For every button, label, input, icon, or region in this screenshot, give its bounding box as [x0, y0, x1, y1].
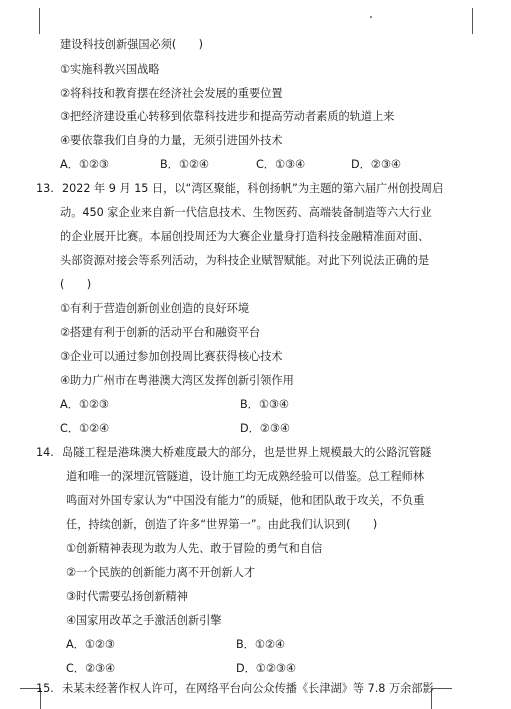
q14-option-d: D．①②③④ [236, 662, 296, 675]
q14-stem-line-3: 鸣面对外国专家认为“中国没有能力”的质疑，他和团队敢于攻关，不负重 [66, 494, 425, 507]
q14-stem-line-4: 任，持续创新，创造了许多“世界第一”。由此我们认识到( ) [66, 518, 378, 531]
q12-option-c: C．①③④ [256, 158, 306, 171]
q14-item-3: ③时代需要弘扬创新精神 [66, 590, 188, 603]
q14-option-a: A．①②③ [66, 638, 115, 651]
crop-mark-bottom-right [431, 688, 452, 709]
q13-item-1: ①有利于营造创新创业创造的良好环境 [60, 302, 250, 315]
q13-option-c: C．①②④ [60, 422, 110, 435]
q12-stem-end: 建设科技创新强国必须( ) [60, 38, 203, 51]
q14-number: 14. [36, 446, 54, 459]
q12-option-d: D．②③④ [351, 158, 401, 171]
q15-number: 15. [36, 682, 54, 695]
q12-item-2: ②将科技和教育摆在经济社会发展的重要位置 [60, 87, 283, 100]
q14-stem-line-1: 岛隧工程是港珠澳大桥难度最大的部分，也是世界上规模最大的公路沉管隧 [62, 446, 432, 459]
crop-mark-top-right [472, 8, 474, 34]
q12-item-3: ③把经济建设重心转移到依靠科技进步和提高劳动者素质的轨道上来 [60, 110, 395, 123]
q12-item-1: ①实施科教兴国战略 [60, 63, 160, 76]
q13-stem-line-4: 头部资源对接会等系列活动，为科技企业赋智赋能。对此下列说法正确的是 [60, 254, 430, 267]
q13-number: 13. [36, 182, 54, 195]
q14-option-c: C．②③④ [66, 662, 116, 675]
q15-stem-line-1: 未某未经著作权人许可，在网络平台向公众传播《长津湖》等 7.8 万余部影 [62, 682, 434, 695]
q13-stem-line-1: 2022 年 9 月 15 日，以“湾区聚能，科创扬帆”为主题的第六届广州创投周启 [62, 182, 444, 195]
q13-stem-line-5: ( ) [60, 278, 92, 291]
q14-stem-line-2: 道和唯一的深埋沉管隧道，设计施工均无成熟经验可以借鉴。总工程师林 [66, 470, 425, 483]
q14-item-1: ①创新精神表现为敢为人先、敢于冒险的勇气和自信 [66, 542, 323, 555]
speck [370, 16, 372, 18]
q13-item-4: ④助力广州市在粤港澳大湾区发挥创新引领作用 [60, 374, 294, 387]
crop-mark-top-left [38, 8, 40, 34]
q14-option-b: B．①②④ [236, 638, 285, 651]
q13-item-2: ②搭建有利于创新的活动平台和融资平台 [60, 326, 261, 339]
q12-option-b: B．①②④ [160, 158, 209, 171]
q13-item-3: ③企业可以通过参加创投周比赛获得核心技术 [60, 350, 283, 363]
q13-stem-line-3: 的企业展开比赛。本届创投周还为大赛企业量身打造科技金融精准面对面、 [60, 230, 430, 243]
q12-item-4: ④要依靠我们自身的力量，无须引进国外技术 [60, 134, 283, 147]
q13-option-d: D．②③④ [240, 422, 290, 435]
q13-option-a: A．①②③ [60, 398, 109, 411]
q13-stem-line-2: 动。450 家企业来自新一代信息技术、生物医药、高端装备制造等六大行业 [60, 206, 432, 219]
q13-option-b: B．①③④ [240, 398, 289, 411]
q14-item-4: ④国家用改革之手激活创新引擎 [66, 614, 222, 627]
q14-item-2: ②一个民族的创新能力离不开创新人才 [66, 566, 256, 579]
q12-option-a: A．①②③ [60, 158, 109, 171]
